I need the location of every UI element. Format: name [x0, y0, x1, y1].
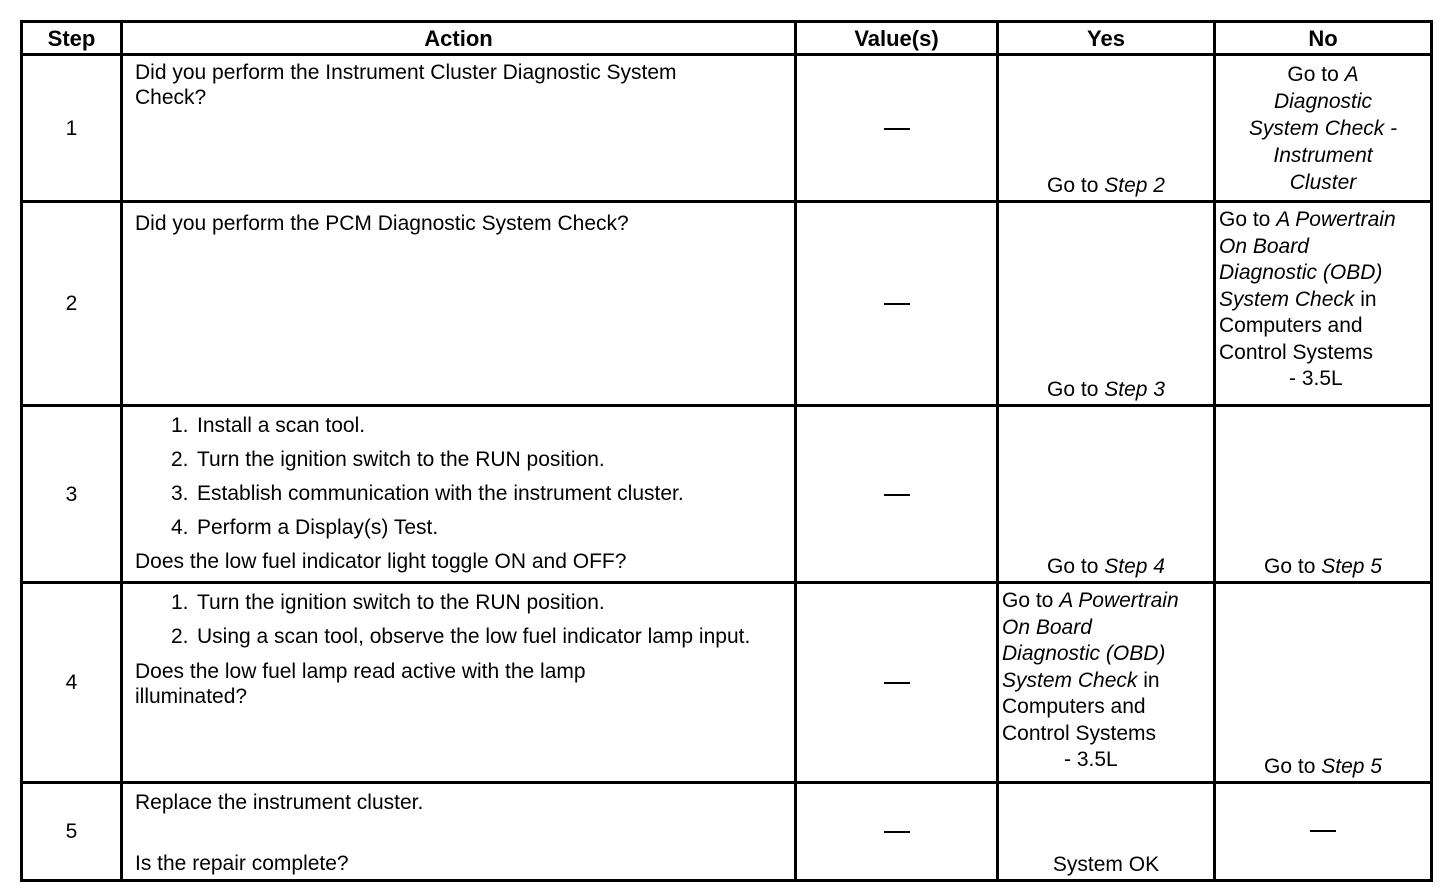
diagnostic-table — [20, 20, 1433, 882]
no-cell — [1215, 55, 1432, 202]
no-prefix: Go to — [1219, 208, 1277, 231]
header-no: No — [1215, 22, 1432, 55]
list-item: 1. Install a scan tool. — [171, 414, 366, 437]
action-text: Replace the instrument cluster. — [135, 791, 424, 814]
no-link[interactable]: Step 5 — [1321, 555, 1382, 578]
table-row — [22, 406, 1432, 583]
yes-cell — [998, 406, 1215, 583]
list-item: 2. Using a scan tool, observe the low fuel indicator lamp input. — [171, 625, 751, 648]
header-step: Step — [22, 22, 122, 55]
value-dash — [884, 128, 910, 130]
action-text: Did you perform the Instrument Cluster Diagnostic System Check? — [135, 61, 677, 109]
yes-link-line[interactable]: System Check — [1002, 668, 1138, 692]
value-cell — [796, 583, 998, 783]
yes-prefix: Go to — [1002, 589, 1060, 612]
header-yes: Yes — [998, 22, 1215, 55]
value-dash — [884, 831, 910, 833]
no-cell — [1215, 783, 1432, 881]
yes-link[interactable]: Step 2 — [1104, 174, 1165, 197]
no-link[interactable]: A Powertrain — [1276, 208, 1396, 231]
no-link-line[interactable]: Diagnostic (OBD) — [1219, 261, 1383, 284]
question-text: Does the low fuel lamp read active with the lamp illuminated? — [135, 660, 586, 708]
header-action: Action — [122, 22, 796, 55]
no-prefix: Go to — [1264, 755, 1322, 778]
yes-line: Control Systems — [1002, 721, 1157, 745]
yes-cell — [998, 55, 1215, 202]
yes-link[interactable]: Step 4 — [1104, 555, 1165, 578]
value-cell — [796, 783, 998, 881]
substep-list — [135, 590, 784, 649]
no-link-line[interactable]: System Check — [1219, 287, 1355, 311]
no-link-line[interactable]: System Check - — [1248, 117, 1398, 140]
action-cell — [122, 583, 796, 783]
yes-cell — [998, 202, 1215, 406]
step-number: 3 — [22, 406, 122, 583]
yes-prefix: Go to — [1047, 378, 1105, 401]
no-cell — [1215, 406, 1432, 583]
action-cell — [122, 406, 796, 583]
yes-cell — [998, 783, 1215, 881]
table-row — [22, 202, 1432, 406]
step-number: 1 — [22, 55, 122, 202]
no-link[interactable]: Step 5 — [1321, 755, 1382, 778]
yes-prefix: Go to — [1047, 174, 1105, 197]
no-link-line[interactable]: Instrument — [1273, 144, 1373, 167]
yes-text: System OK — [1052, 853, 1160, 876]
yes-link-line[interactable]: On Board — [1002, 615, 1092, 639]
list-item: 1. Turn the ignition switch to the RUN position. — [171, 591, 605, 614]
yes-prefix: Go to — [1047, 555, 1105, 578]
list-item: 4. Perform a Display(s) Test. — [171, 516, 439, 539]
yes-link[interactable]: Step 3 — [1104, 378, 1165, 401]
value-cell — [796, 202, 998, 406]
no-link-line[interactable]: Diagnostic — [1273, 90, 1373, 113]
no-line: - 3.5L — [1289, 367, 1343, 390]
question-text: Does the low fuel indicator light toggle ON and OFF? — [135, 550, 627, 573]
step-number: 2 — [22, 202, 122, 406]
action-cell — [122, 783, 796, 881]
header-values: Value(s) — [796, 22, 998, 55]
no-line: Control Systems — [1219, 340, 1374, 364]
step-number: 5 — [22, 783, 122, 881]
yes-suffix: in — [1137, 668, 1160, 692]
yes-line: Computers and — [1002, 695, 1146, 718]
action-cell — [122, 202, 796, 406]
step-number: 4 — [22, 583, 122, 783]
no-link-line[interactable]: On Board — [1219, 234, 1309, 258]
header-row — [22, 22, 1432, 55]
substep-list — [135, 413, 784, 540]
value-dash — [884, 494, 910, 496]
no-cell — [1215, 583, 1432, 783]
no-link[interactable]: A — [1344, 63, 1359, 86]
list-item: 3. Establish communication with the instrument cluster. — [171, 482, 684, 505]
action-text: Did you perform the PCM Diagnostic System Check? — [135, 212, 629, 235]
value-cell — [796, 55, 998, 202]
yes-link-line[interactable]: Diagnostic (OBD) — [1002, 642, 1166, 665]
table-row — [22, 783, 1432, 881]
action-cell — [122, 55, 796, 202]
value-dash — [884, 682, 910, 684]
table-row — [22, 55, 1432, 202]
question-text: Is the repair complete? — [135, 852, 349, 875]
yes-link[interactable]: A Powertrain — [1059, 589, 1179, 612]
no-line: Computers and — [1219, 314, 1363, 337]
no-link-line[interactable]: Cluster — [1289, 171, 1357, 194]
no-cell — [1215, 202, 1432, 406]
yes-line: - 3.5L — [1064, 748, 1118, 771]
no-prefix: Go to — [1287, 63, 1345, 86]
value-dash — [884, 303, 910, 305]
list-item: 2. Turn the ignition switch to the RUN position. — [171, 448, 605, 471]
no-dash — [1310, 830, 1336, 832]
no-prefix: Go to — [1264, 555, 1322, 578]
yes-cell — [998, 583, 1215, 783]
table-row — [22, 583, 1432, 783]
no-suffix: in — [1354, 287, 1377, 311]
value-cell — [796, 406, 998, 583]
